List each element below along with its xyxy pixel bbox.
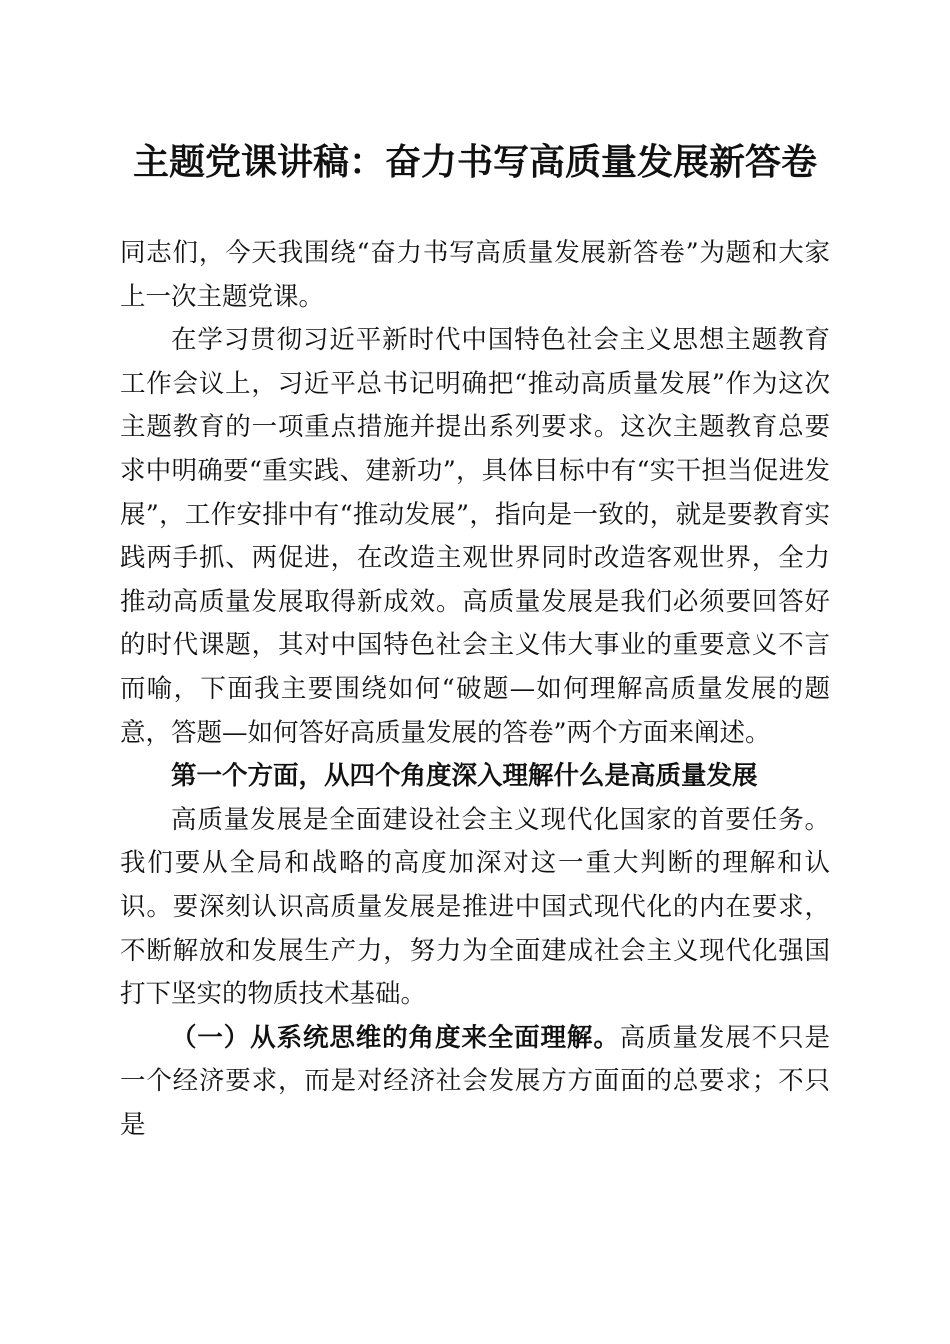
document-title: 主题党课讲稿：奋力书写高质量发展新答卷 bbox=[132, 141, 817, 183]
document-body bbox=[120, 232, 830, 1147]
point-1-text: 高质量发展不只是一个经济要求，而是对经济社会发展方方面面的总要求；不只是 bbox=[120, 1022, 830, 1140]
point-1-lead: （一）从系统思维的角度来全面理解。 bbox=[171, 1022, 620, 1053]
paragraph-point-1 bbox=[120, 1017, 830, 1148]
paragraph-greeting: 同志们，今天我围绕“奋力书写高质量发展新答卷”为题和大家上一次主题党课。 bbox=[120, 238, 830, 312]
paragraph-intro-section-1: 高质量发展是全面建设社会主义现代化国家的首要任务。我们要从全局和战略的高度加深对这一重大判断的理解和认识。要深刻认识高质量发展是推进中国式现代化的内在要求，不断解放和发展生产力，努力为全面建成社会主义现代化强国打下坚实的物质技术基础。 bbox=[120, 804, 830, 1010]
section-heading-1: 第一个方面，从四个角度深入理解什么是高质量发展 bbox=[171, 761, 758, 792]
paragraph-background: 在学习贯彻习近平新时代中国特色社会主义思想主题教育工作会议上，习近平总书记明确把“推动高质量发展”作为这次主题教育的一项重点措施并提出系列要求。这次主题教育总要求中明确要“重实践、建新功”，具体目标中有“实干担当促进发展”，工作安排中有“推动发展”，指向是一致的，就是要教育实践两手抓、两促进，在改造主观世界同时改造客观世界，全力推动高质量发展取得新成效。高质量发展是我们必须要回答好的时代课题，其对中国特色社会主义伟大事业的重要意义不言而喻，下面我主要围绕如何“破题—如何理解高质量发展的题意，答题—如何答好高质量发展的答卷”两个方面来阐述。 bbox=[120, 325, 830, 748]
